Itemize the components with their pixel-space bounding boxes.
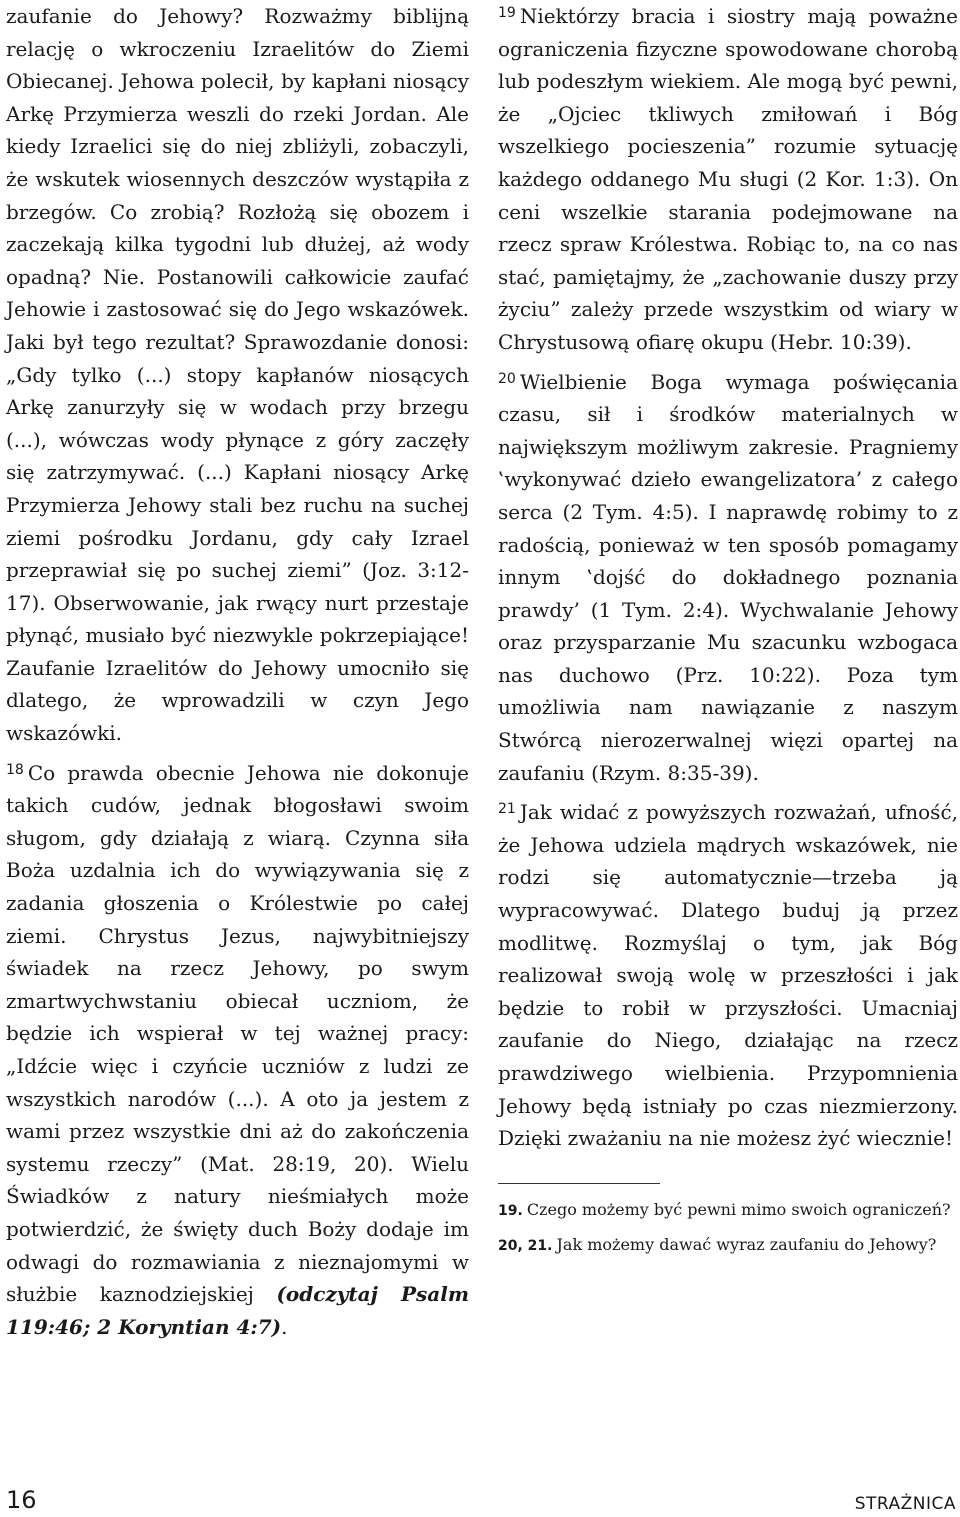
- paragraph-number-19: 19: [498, 5, 516, 21]
- question-number-19: 19.: [498, 1202, 523, 1219]
- page-number: 16: [6, 1486, 37, 1514]
- question-20-21-text: Jak możemy dawać wyraz zaufaniu do Jehowy?: [556, 1234, 937, 1254]
- question-19-text: Czego możemy być pewni mimo swoich ograniczeń?: [526, 1199, 951, 1219]
- paragraph-number-20: 20: [498, 370, 516, 387]
- study-question-20-21: [498, 1233, 958, 1258]
- paragraph-20: [498, 366, 958, 790]
- paragraph-19: [498, 0, 958, 359]
- paragraph-number-21: 21: [498, 801, 516, 818]
- paragraph-18: [6, 757, 469, 1344]
- questions-divider: [498, 1183, 660, 1184]
- paragraph-21-text: Jak widać z powyższych rozważań, ufność, że Jehowa udziela mądrych wskazówek, nie rodzi się automatycznie—trzeba ją wypracowywać. Dlatego buduj ją przez modlitwę. Rozmyślaj o tym, jak Bóg realizował swoją wolę w przeszłości i jak będzie to robił w przyszłości. Umacniaj zaufanie do Niego, działając na rzecz prawdziwego wielbienia. Przypomnienia Jehowy będą istniały po czas niezmierzony. Dzięki zważaniu na nie możesz żyć wiecznie!: [498, 800, 958, 1151]
- magazine-name: STRAŻNICA: [854, 1494, 956, 1514]
- paragraph-21: [498, 796, 958, 1155]
- scripture-reference: (odczytaj Psalm 119:46; 2 Koryntian 4:7): [6, 1282, 470, 1339]
- study-question-19: [498, 1198, 958, 1223]
- paragraph-18-text: Co prawda obecnie Jehowa nie dokonuje takich cudów, jednak błogosławi swoim sługom, gdy działają z wiarą. Czynna siła Boża uzdalnia ich do wywiązywania się z zadania głoszenia o Królestwie po całej ziemi. Chrystus Jezus, najwybitniejszy świadek na rzecz Jehowy, po swym zmartwychwstaniu obiecał uczniom, że będzie ich wspierał w tej ważnej pracy: „Idźcie więc i czyńcie uczniów z ludzi ze wszystkich narodów (...). A oto ja jestem z wami przez wszystkie dni aż do zakończenia systemu rzeczy” (Mat. 28:19, 20). Wielu Świadków z natury nieśmiałych może potwierdzić, że święty duch Boży dodaje im odwagi do rozmawiania z nieznajomymi w służbie kaznodziejskiej: [6, 760, 469, 1307]
- paragraph-17-text: zaufanie do Jehowy? Rozważmy biblijną relację o wkroczeniu Izraelitów do Ziemi Obiecanej. Jehowa polecił, by kapłani niosący Arkę Przymierza weszli do rzeki Jordan. Ale kiedy Izraelici się do niej zbliżyli, zobaczyli, że wskutek wiosennych deszczów wystąpiła z brzegów. Co zrobią? Rozłożą się obozem i zaczekają kilka tygodni lub dłużej, aż wody opadną? Nie. Postanowili całkowicie zaufać Jehowie i zastosować się do Jego wskazówek. Jaki był tego rezultat? Sprawozdanie donosi: „Gdy tylko (...) stopy kapłanów niosących Arkę zanurzyły się w wodach przy brzegu (...), wówczas wody płynące z góry zaczęły się zatrzymywać. (...) Kapłani niosący Arkę Przymierza Jehowy stali bez ruchu na suchej ziemi pośrodku Jordanu, gdy cały Izrael przeprawiał się po suchej ziemi” (Joz. 3:12-17). Obserwowanie, jak rwący nurt przestaje płynąć, musiało być niezwykle pokrzepiające! Zaufanie Izraelitów do Jehowy umocniło się dlatego, że wprowadzili w czyn Jego wskazówki.: [6, 4, 469, 746]
- paragraph-19-text: Niektórzy bracia i siostry mają poważne ograniczenia fizyczne spowodowane chorobą lub podeszłym wiekiem. Ale mogą być pewni, że „Ojciec tkliwych zmiłowań i Bóg wszelkiego pocieszenia” rozumie sytuację każdego oddanego Mu sługi (2 Kor. 1:3). On ceni wszelkie starania podejmowane na rzecz spraw Królestwa. Robiąc to, na co nas stać, pamiętajmy, że „zachowanie duszy przy życiu” zależy przede wszystkim od wiary w Chrystusową ofiarę okupu (Hebr. 10:39).: [498, 4, 958, 354]
- paragraph-20-text: Wielbienie Boga wymaga poświęcania czasu, sił i środków materialnych w największym możliwym zakresie. Pragniemy ‛wykonywać dzieło ewangelizatora’ z całego serca (2 Tym. 4:5). I naprawdę robimy to z radością, ponieważ w ten sposób pomagamy innym ‛dojść do dokładnego poznania prawdy’ (1 Tym. 2:4). Wychwalanie Jehowy oraz przysparzanie Mu szacunku wzbogaca nas duchowo (Prz. 10:22). Poza tym umożliwia nam nawiązanie z naszym Stwórcą nierozerwalnej więzi opartej na zaufaniu (Rzym. 8:35-39).: [498, 369, 958, 785]
- paragraph-17-continuation: [6, 0, 469, 750]
- paragraph-18-end: .: [281, 1314, 288, 1339]
- left-column: [6, 0, 469, 1343]
- question-number-20-21: 20, 21.: [498, 1237, 553, 1254]
- paragraph-number-18: 18: [6, 761, 24, 778]
- right-column: [498, 0, 958, 1268]
